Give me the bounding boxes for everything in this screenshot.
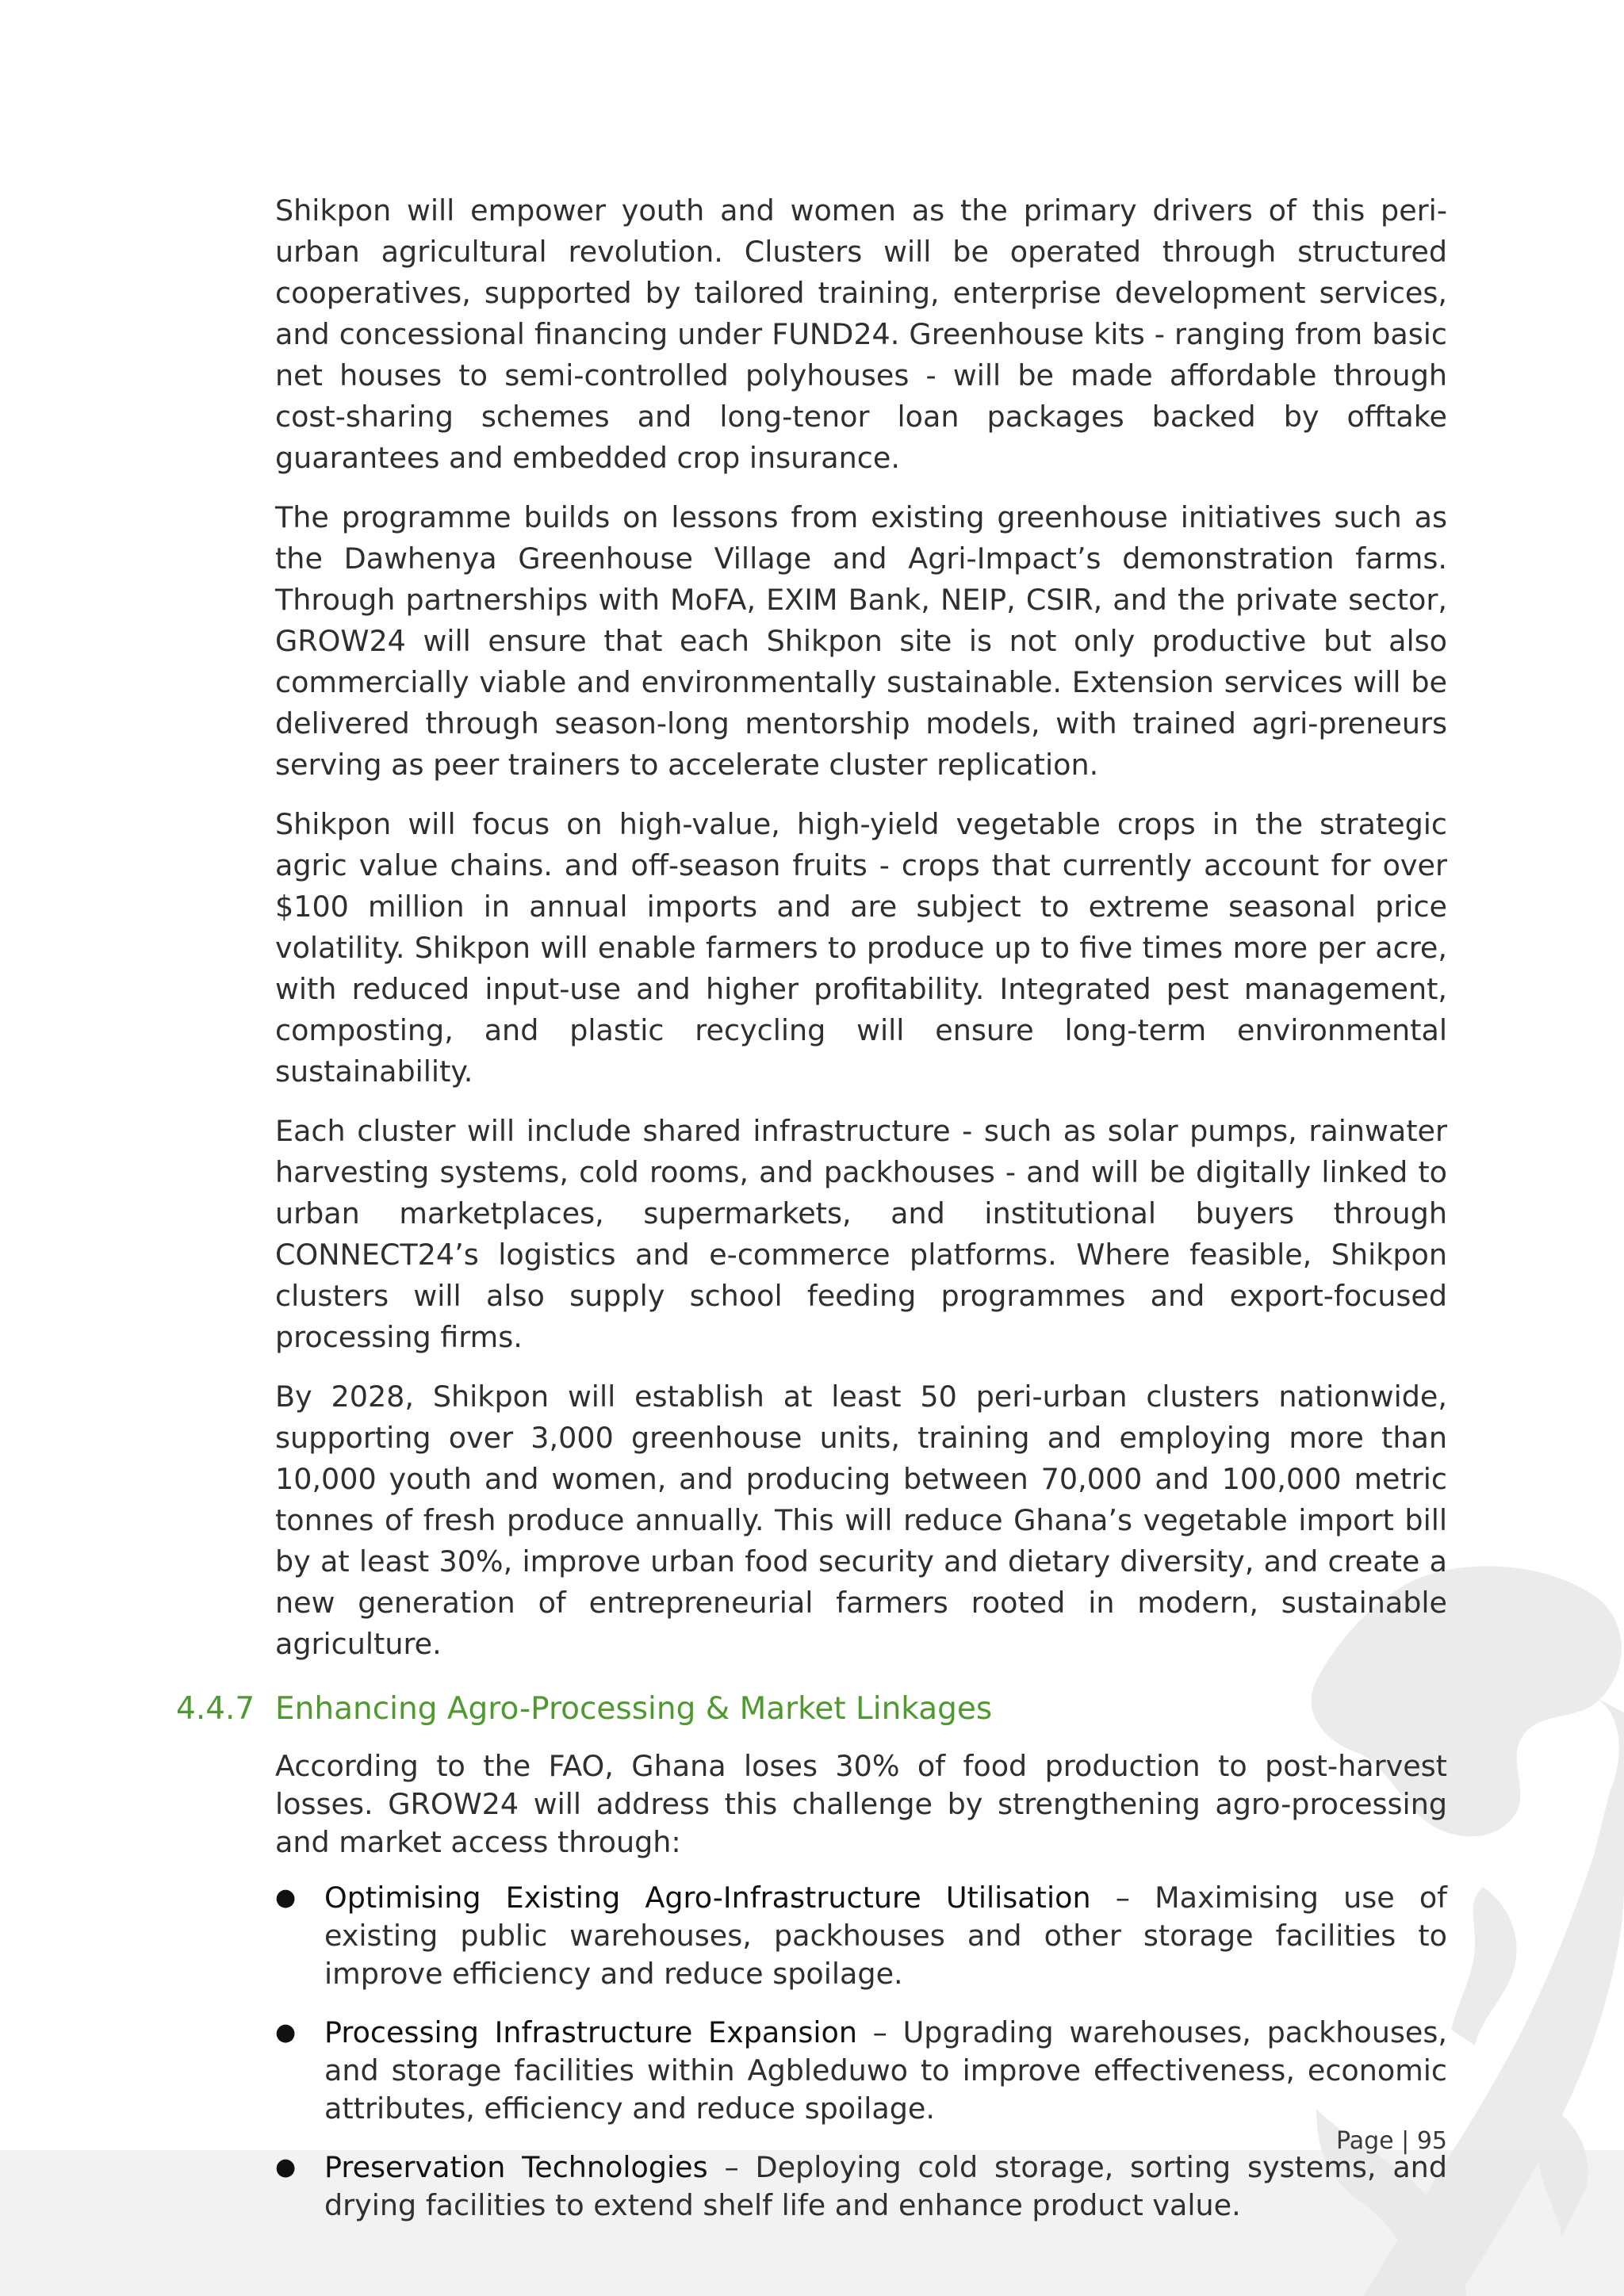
bullet-text: – Deploying cold storage, sorting systems, and drying facilities to extend shelf life and enhance product value.	[324, 2150, 1447, 2222]
section-intro: According to the FAO, Ghana loses 30% of food production to post-harvest losses. GROW24 will address this challenge by strengthening agro-processing and market access through:	[275, 1749, 1447, 1859]
page-number: Page | 95	[1336, 2127, 1447, 2155]
bullet-icon: ●	[275, 2153, 297, 2181]
bullet-icon: ●	[275, 2019, 297, 2046]
bullet-term: Preservation Technologies	[324, 2150, 708, 2184]
section-title: Enhancing Agro-Processing & Market Linkages	[275, 1691, 993, 1727]
list-item	[275, 2149, 1447, 2225]
section-heading	[176, 1689, 1447, 1730]
bullet-icon: ●	[275, 1884, 297, 1911]
bullet-list	[275, 1879, 1447, 2225]
body-paragraph: By 2028, Shikpon will establish at least 50 peri-urban clusters nationwide, supporting over 3,000 greenhouse units, training and employing more than 10,000 youth and women, and producing between 70,000 and 100,000 metric tonnes of fresh produce annually. This will reduce Ghana’s vegetable import bill by at least 30%, improve urban food security and dietary diversity, and create a new generation of entrepreneurial farmers rooted in modern, sustainable agriculture.	[275, 1380, 1447, 1661]
body-paragraph: Shikpon will focus on high-value, high-yield vegetable crops in the strategic agric value chains. and off-season fruits - crops that currently account for over $100 million in annual imports and are subject to extreme seasonal price volatility. Shikpon will enable farmers to produce up to five times more per acre, with reduced input-use and higher profitability. Integrated pest management, composting, and plastic recycling will ensure long-term environmental sustainability.	[275, 807, 1447, 1089]
body-paragraph: The programme builds on lessons from existing greenhouse initiatives such as the Dawhenya Greenhouse Village and Agri-Impact’s demonstration farms. Through partnerships with MoFA, EXIM Bank, NEIP, CSIR, and the private sector, GROW24 will ensure that each Shikpon site is not only productive but also commercially viable and environmentally sustainable. Extension services will be delivered through season-long mentorship models, with trained agri-preneurs serving as peer trainers to accelerate cluster replication.	[275, 500, 1447, 782]
list-item	[275, 1879, 1447, 1993]
main-content	[176, 190, 1448, 2245]
bullet-text: – Maximising use of existing public warehouses, packhouses and other storage facilities to improve efficiency and reduce spoilage.	[324, 1881, 1448, 1991]
body-paragraph: Each cluster will include shared infrastructure - such as solar pumps, rainwater harvesting systems, cold rooms, and packhouses - and will be digitally linked to urban marketplaces, supermarkets, and institutional buyers through CONNECT24’s logistics and e-commerce platforms. Where feasible, Shikpon clusters will also supply school feeding programmes and export-focused processing firms.	[275, 1114, 1447, 1354]
bullet-term: Optimising Existing Agro-Infrastructure Utilisation	[324, 1881, 1091, 1915]
bullet-term: Processing Infrastructure Expansion	[324, 2015, 857, 2049]
body-paragraph: Shikpon will empower youth and women as the primary drivers of this peri-urban agricultural revolution. Clusters will be operated through structured cooperatives, supported by tailored training, enterprise development services, and concessional financing under FUND24. Greenhouse kits - ranging from basic net houses to semi-controlled polyhouses - will be made affordable through cost-sharing schemes and long-tenor loan packages backed by offtake guarantees and embedded crop insurance.	[275, 193, 1447, 475]
list-item	[275, 2014, 1447, 2128]
bullet-text: – Upgrading warehouses, packhouses, and storage facilities within Agbleduwo to improve effectiveness, economic attributes, efficiency and reduce spoilage.	[324, 2015, 1447, 2126]
section-number: 4.4.7	[176, 1691, 255, 1727]
